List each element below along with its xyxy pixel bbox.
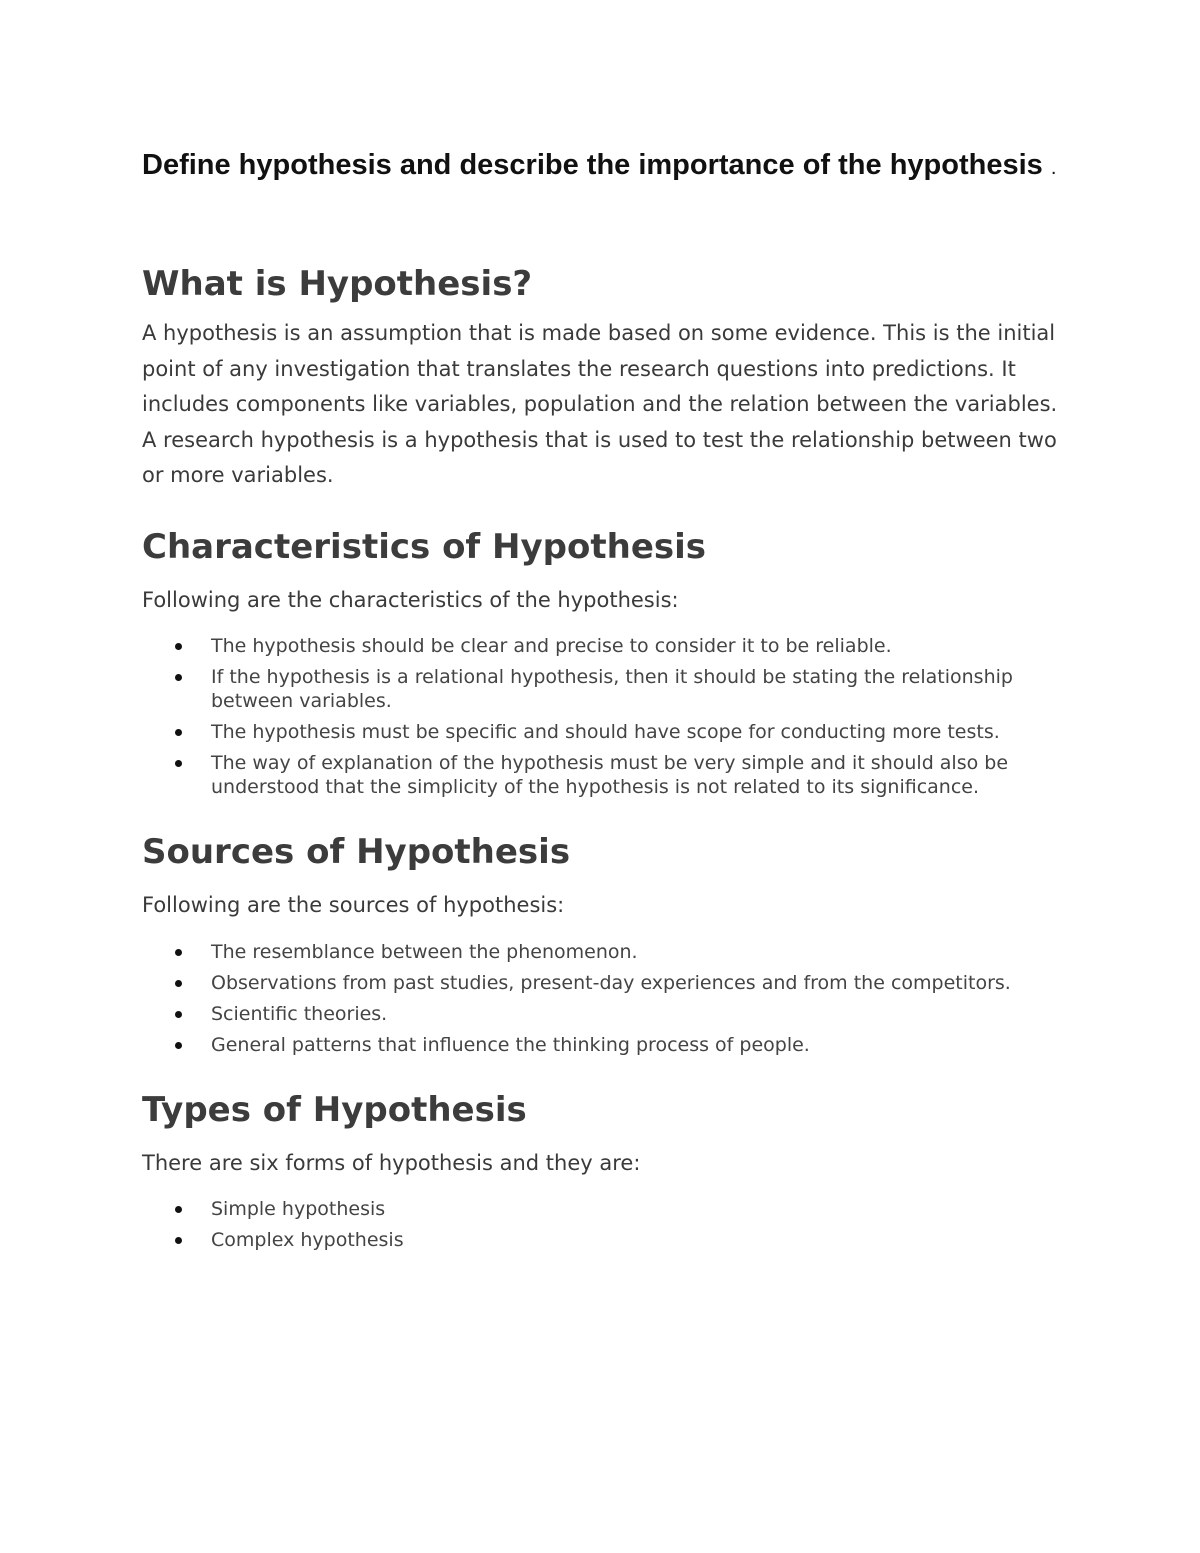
document-title-mark: . (1050, 157, 1057, 179)
document-title (142, 142, 1062, 191)
section-paragraph-what-is: A hypothesis is an assumption that is made based on some evidence. This is the initial point of any investigation that translates the research questions into predictions. It includes components like variables, population and the relation between the variables. A research hypothesis is a hypothesis that is used to test the relationship between two or more variables. (142, 321, 1058, 487)
bullet-icon (175, 643, 182, 650)
types-list (142, 1197, 1062, 1252)
list-item-text: The resemblance between the phenomenon. (211, 940, 638, 963)
list-item-text: Complex hypothesis (211, 1229, 404, 1251)
bullet-icon (175, 1042, 182, 1049)
list-item (142, 1002, 1062, 1026)
list-item-text: Simple hypothesis (211, 1198, 386, 1220)
characteristics-list (142, 634, 1062, 799)
list-item (142, 940, 1062, 964)
list-item-text: If the hypothesis is a relational hypothesis, then it should be stating the relationship between variables. (211, 666, 1013, 712)
list-item (142, 1228, 1062, 1252)
bullet-icon (175, 949, 182, 956)
list-item (142, 971, 1062, 995)
section-intro-characteristics: Following are the characteristics of the hypothesis: (142, 587, 679, 612)
list-item (142, 634, 1062, 658)
bullet-icon (175, 674, 182, 681)
list-item (142, 1033, 1062, 1057)
bullet-icon (175, 729, 182, 736)
list-item-text: The way of explanation of the hypothesis must be very simple and it should also be understood that the simplicity of the hypothesis is not related to its significance. (211, 752, 1009, 798)
document-title-text: Define hypothesis and describe the importance of the hypothesis (142, 149, 1043, 181)
list-item (142, 665, 1062, 713)
list-item-text: The hypothesis must be specific and should have scope for conducting more tests. (211, 721, 1000, 743)
bullet-icon (175, 980, 182, 987)
bullet-icon (175, 1237, 182, 1244)
bullet-icon (175, 1011, 182, 1018)
list-item-text: Observations from past studies, present-day experiences and from the competitors. (211, 971, 1011, 994)
list-item (142, 751, 1062, 799)
bullet-icon (175, 760, 182, 767)
list-item-text: Scientific theories. (211, 1002, 388, 1025)
section-heading-what-is: What is Hypothesis? (142, 264, 533, 304)
list-item-text: The hypothesis should be clear and precise to consider it to be reliable. (211, 635, 892, 657)
list-item (142, 1197, 1062, 1221)
list-item (142, 720, 1062, 744)
section-intro-sources: Following are the sources of hypothesis: (142, 893, 565, 917)
section-heading-types: Types of Hypothesis (142, 1089, 527, 1130)
section-intro-types: There are six forms of hypothesis and they are: (142, 1150, 641, 1175)
bullet-icon (175, 1206, 182, 1213)
list-item-text: General patterns that influence the thinking process of people. (211, 1033, 810, 1056)
document-page (142, 142, 1062, 1259)
section-heading-sources: Sources of Hypothesis (142, 832, 571, 872)
section-heading-characteristics: Characteristics of Hypothesis (142, 526, 707, 567)
sources-list (142, 940, 1062, 1057)
